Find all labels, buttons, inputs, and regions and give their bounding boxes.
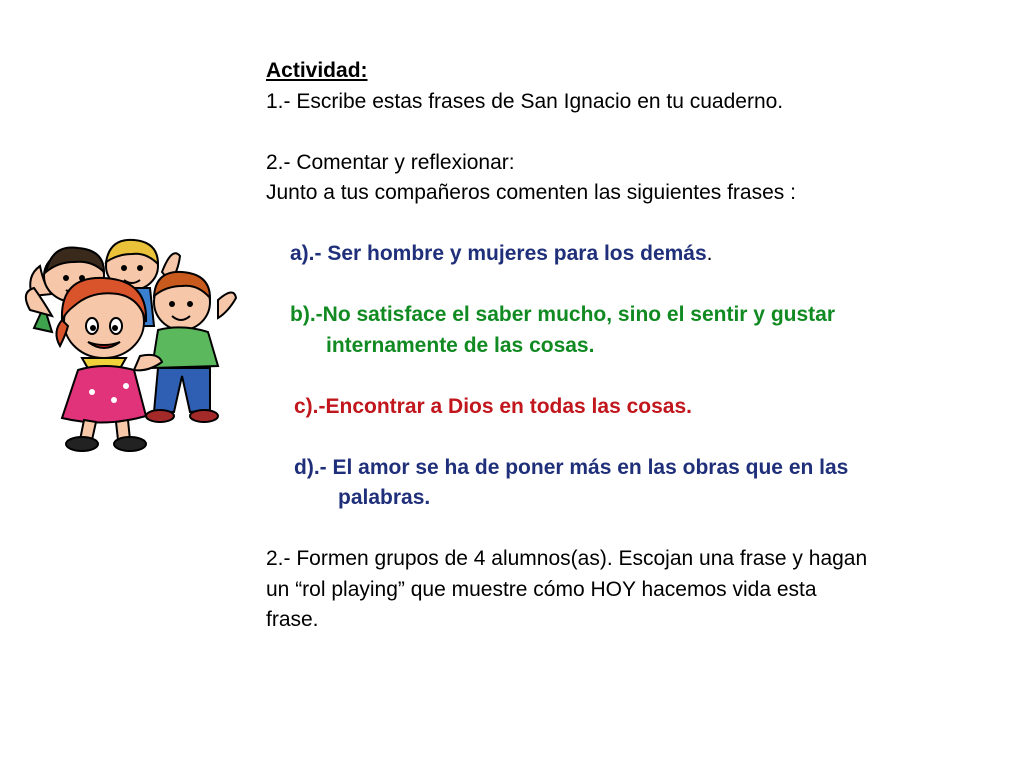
children-cartoon-icon xyxy=(22,236,240,456)
step-1: 1.- Escribe estas frases de San Ignacio en tu cuaderno. xyxy=(266,89,784,113)
phrase-b-line-1: b).-No satisface el saber mucho, sino el sentir y gustar xyxy=(290,303,835,326)
phrase-d-line-2: palabras. xyxy=(338,486,431,509)
child-right xyxy=(146,272,236,422)
step-2-title: 2.- Comentar y reflexionar: xyxy=(266,150,515,174)
spacer xyxy=(266,514,966,545)
activity-title: Actividad: xyxy=(266,59,368,82)
step-3-line-2: un “rol playing” que muestre cómo HOY hacemos vida esta xyxy=(266,577,817,601)
child-girl xyxy=(26,278,162,451)
spacer xyxy=(266,361,966,392)
step-3-line-1: 2.- Formen grupos de 4 alumnos(as). Escojan una frase y hagan xyxy=(266,547,868,570)
step-2-intro: Junto a tus compañeros comenten las siguientes frases : xyxy=(266,181,796,204)
activity-text xyxy=(266,56,966,636)
step-3-line-3: frase. xyxy=(266,608,319,631)
phrase-d-line-1: d).- El amor se ha de poner más en las obras que en las xyxy=(294,455,849,479)
spacer xyxy=(266,209,966,240)
spacer xyxy=(266,270,966,301)
phrase-a-suffix: . xyxy=(706,242,713,265)
phrase-b-line-2: internamente de las cosas. xyxy=(326,333,595,357)
spacer xyxy=(266,422,966,453)
phrase-a xyxy=(266,239,966,270)
phrase-c: c).-Encontrar a Dios en todas las cosas. xyxy=(294,394,692,418)
phrase-a-text: a).- Ser hombre y mujeres para los demás xyxy=(290,242,707,265)
spacer xyxy=(266,117,966,148)
